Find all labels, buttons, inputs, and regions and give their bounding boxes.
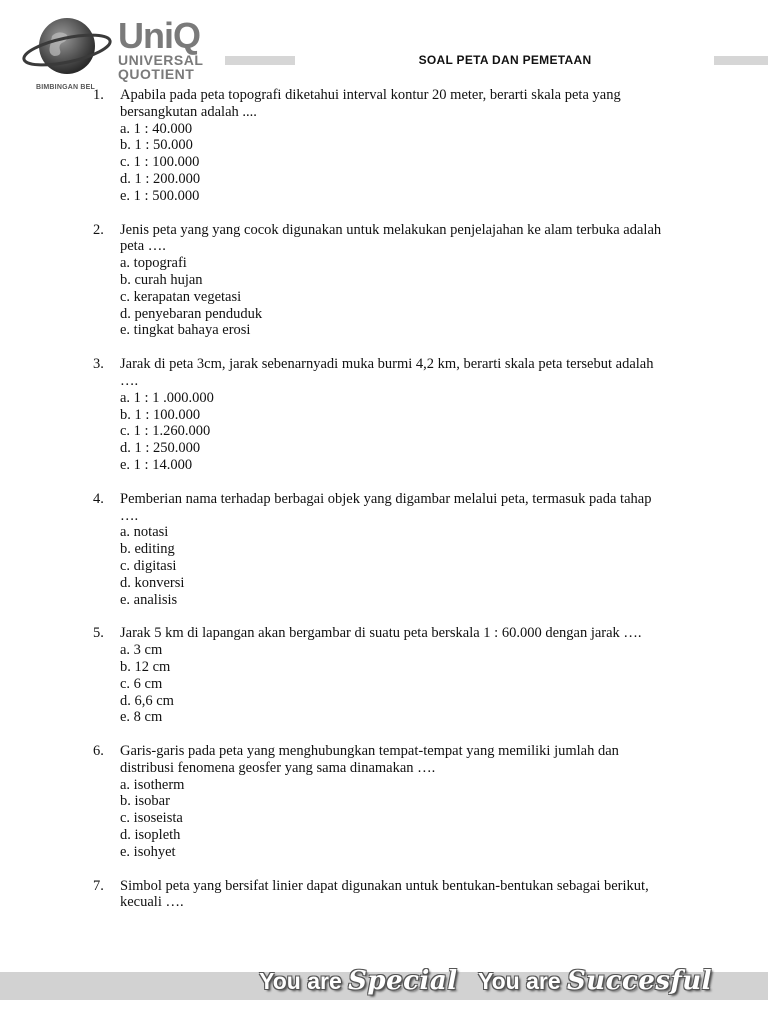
answer-option: d. 1 : 250.000 bbox=[120, 440, 201, 457]
footer-slogan-part4: Succesful bbox=[567, 966, 712, 996]
answer-option: e. tingkat bahaya erosi bbox=[120, 322, 251, 339]
footer-slogan-part1: You are bbox=[259, 968, 342, 994]
answer-option: b. curah hujan bbox=[120, 271, 203, 288]
question-body bbox=[120, 356, 665, 474]
answer-option: c. 1 : 100.000 bbox=[120, 154, 200, 171]
header-decor-bar-left bbox=[225, 56, 295, 65]
answer-option: c. digitasi bbox=[120, 557, 177, 574]
brand-line-2: QUOTIENT bbox=[118, 66, 195, 82]
question-item bbox=[0, 222, 768, 340]
answer-option: b. 12 cm bbox=[120, 658, 171, 675]
answer-option: a. isotherm bbox=[120, 776, 185, 793]
globe-logo-icon bbox=[22, 10, 112, 90]
answer-option: c. 6 cm bbox=[120, 675, 163, 692]
answer-option: e. 1 : 14.000 bbox=[120, 456, 193, 473]
question-number: 2. bbox=[93, 221, 104, 238]
question-text: Apabila pada peta topografi diketahui interval kontur 20 meter, berarti skala peta yang bersangkutan adalah .... bbox=[120, 87, 621, 120]
question-list bbox=[0, 87, 768, 928]
answer-option: e. isohyet bbox=[120, 843, 176, 860]
question-item bbox=[0, 878, 768, 912]
uniq-logo bbox=[22, 10, 232, 92]
answer-option: d. isopleth bbox=[120, 827, 181, 844]
answer-option: a. 3 cm bbox=[120, 642, 163, 659]
brand-main-text: UniQ bbox=[118, 15, 200, 56]
footer-banner bbox=[0, 966, 768, 1000]
question-body bbox=[120, 625, 665, 726]
answer-option: c. 1 : 1.260.000 bbox=[120, 423, 211, 440]
question-text: Jenis peta yang yang cocok digunakan untuk melakukan penjelajahan ke alam terbuka adalah peta …. bbox=[120, 221, 662, 255]
answer-option: d. konversi bbox=[120, 574, 185, 591]
answer-option: e. analisis bbox=[120, 591, 178, 608]
question-text: Jarak di peta 3cm, jarak sebenarnyadi muka burmi 4,2 km, berarti skala peta tersebut adalah …. bbox=[120, 356, 654, 389]
answer-option: b. 1 : 50.000 bbox=[120, 137, 193, 154]
answer-option: c. isoseista bbox=[120, 810, 183, 827]
question-number: 6. bbox=[93, 743, 104, 760]
question-text: Garis-garis pada peta yang menghubungkan tempat-tempat yang memiliki jumlah dan distribusi fenomena geosfer yang sama dinamakan …. bbox=[120, 743, 619, 776]
answer-option: a. topografi bbox=[120, 255, 187, 272]
header-decor-bar-right bbox=[714, 56, 768, 65]
question-item bbox=[0, 87, 768, 205]
answer-option: d. 1 : 200.000 bbox=[120, 170, 201, 187]
question-body bbox=[120, 222, 665, 340]
question-body bbox=[120, 878, 665, 912]
question-text: Jarak 5 km di lapangan akan bergambar di suatu peta berskala 1 : 60.000 dengan jarak …. bbox=[120, 625, 642, 642]
question-number: 3. bbox=[93, 356, 104, 373]
footer-slogan-part3: You are bbox=[477, 968, 561, 994]
answer-option: d. 6,6 cm bbox=[120, 692, 174, 709]
question-text: Pemberian nama terhadap berbagai objek yang digambar melalui peta, termasuk pada tahap …. bbox=[120, 490, 652, 524]
question-number: 1. bbox=[93, 87, 104, 103]
footer-slogan-part2: Special bbox=[348, 966, 458, 996]
document-title: SOAL PETA DAN PEMETAAN bbox=[418, 53, 592, 67]
question-number: 4. bbox=[93, 490, 104, 507]
answer-option: a. 1 : 1 .000.000 bbox=[120, 389, 214, 406]
question-item bbox=[0, 743, 768, 861]
answer-option: b. isobar bbox=[120, 793, 170, 810]
answer-option: e. 1 : 500.000 bbox=[120, 187, 200, 204]
question-body bbox=[120, 87, 665, 205]
question-item bbox=[0, 625, 768, 726]
question-text: Simbol peta yang bersifat linier dapat digunakan untuk bentukan-bentukan sebagai berikut, kecuali …. bbox=[120, 877, 649, 911]
question-number: 5. bbox=[93, 625, 104, 642]
question-body bbox=[120, 743, 665, 861]
answer-option: d. penyebaran penduduk bbox=[120, 305, 263, 322]
answer-option: e. 8 cm bbox=[120, 709, 163, 726]
brand-tagline: BIMBINGAN BEL bbox=[36, 84, 95, 91]
brand-line-1: UNIVERSAL bbox=[118, 52, 204, 68]
question-body bbox=[120, 491, 665, 609]
answer-option: c. kerapatan vegetasi bbox=[120, 288, 242, 305]
question-number: 7. bbox=[93, 877, 104, 894]
footer-slogan bbox=[259, 966, 712, 996]
page-header bbox=[0, 0, 768, 92]
question-item bbox=[0, 491, 768, 609]
answer-option: b. 1 : 100.000 bbox=[120, 406, 201, 423]
question-item bbox=[0, 356, 768, 474]
answer-option: a. 1 : 40.000 bbox=[120, 120, 193, 137]
answer-option: b. editing bbox=[120, 541, 175, 558]
answer-option: a. notasi bbox=[120, 524, 169, 541]
